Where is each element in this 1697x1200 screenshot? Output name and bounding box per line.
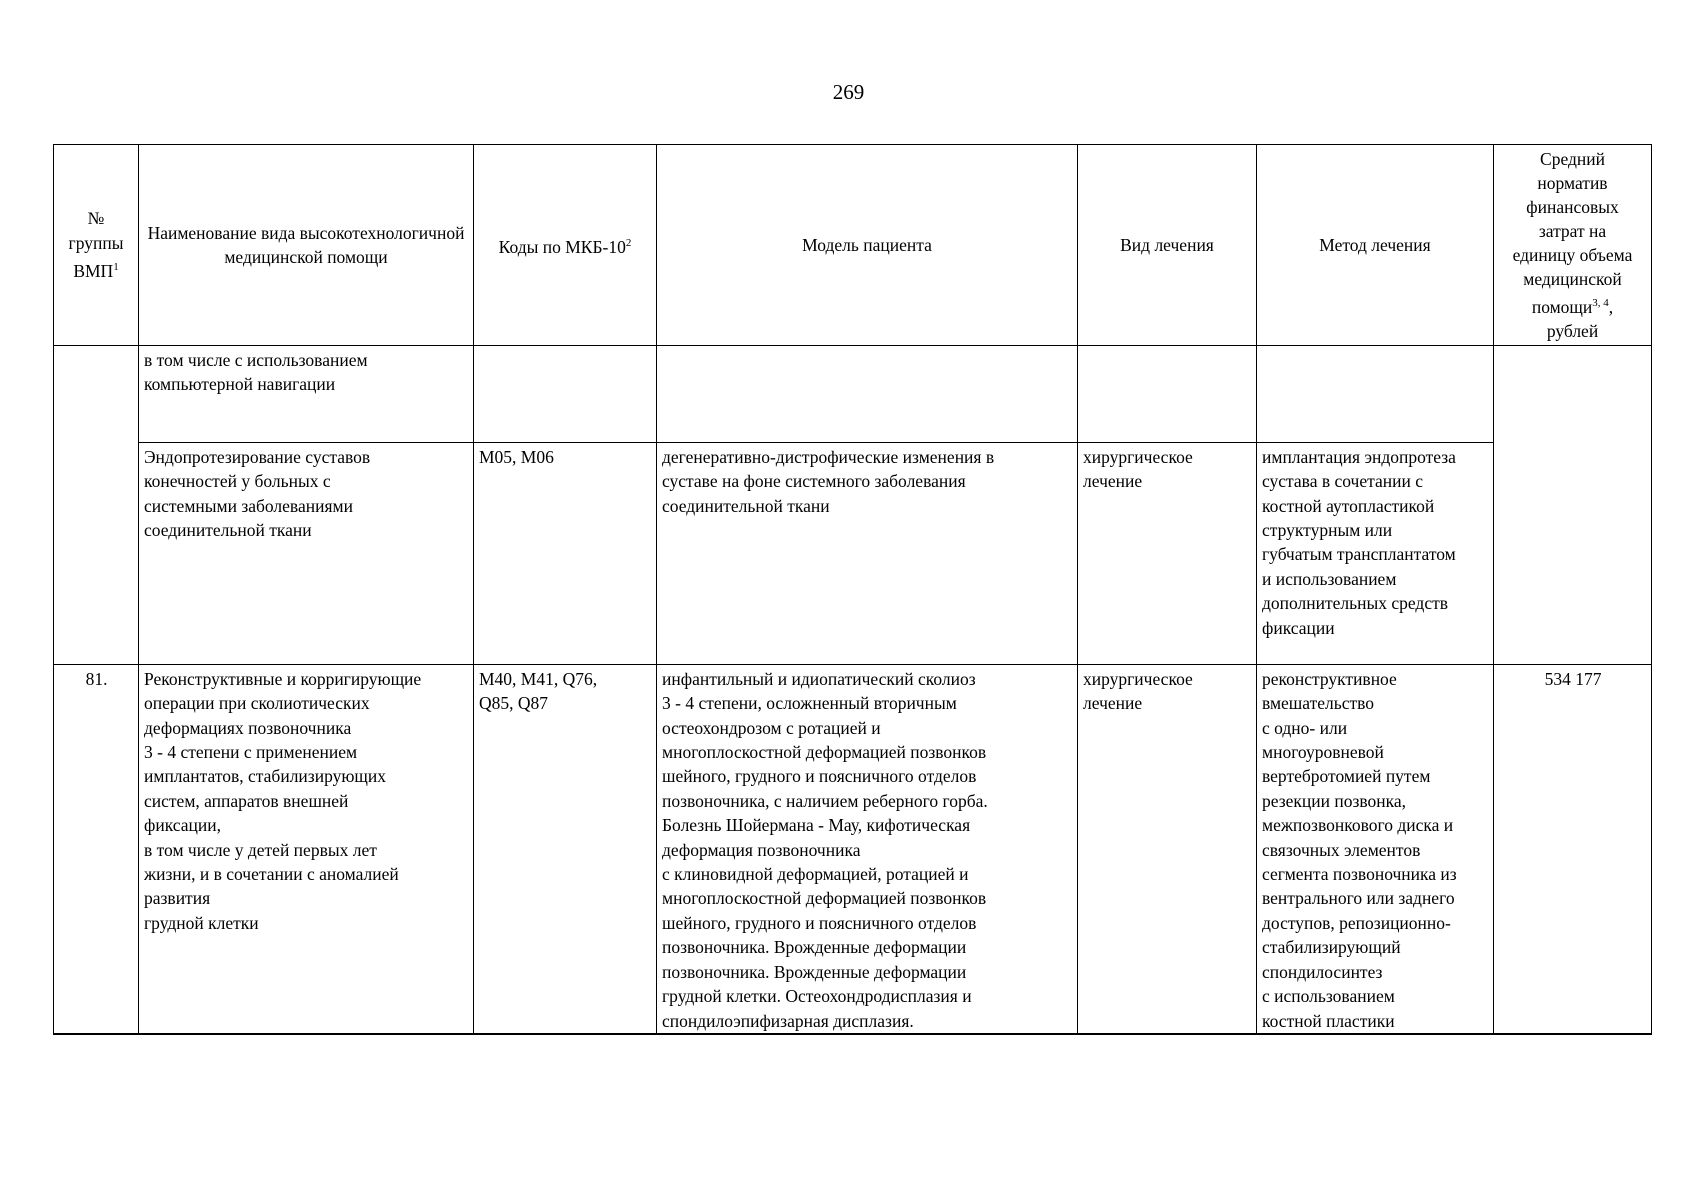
vmp-table <box>53 144 1652 1035</box>
cell-model: дегенеративно-дистрофические изменения в суставе на фоне системного заболевания соединительной ткани <box>657 442 1078 664</box>
cell-cost <box>1494 345 1652 664</box>
table-header-row <box>54 145 1652 346</box>
footnote-ref-3-4: 3, 4 <box>1592 297 1609 309</box>
header-model: Модель пациента <box>657 145 1078 346</box>
table-row <box>54 345 1652 442</box>
header-method: Метод лечения <box>1257 145 1494 346</box>
cell-method: имплантация эндопротеза сустава в сочетании с костной аутопластикой структурным или губчатым трансплантатом и использованием дополнительных средств фиксации <box>1257 442 1494 664</box>
cell-name: Реконструктивные и корригирующие операции при сколиотических деформациях позвоночника 3 - 4 степени с применением имплантатов, стабилизирующих систем, аппаратов внешней фиксации, в том числе у детей первых лет жизни, и в сочетании с аномалией развития грудной клетки <box>139 664 474 1034</box>
cell-model <box>657 345 1078 442</box>
cell-group-no: 81. <box>54 664 139 1034</box>
cell-codes: M05, M06 <box>474 442 657 664</box>
header-codes: Коды по МКБ-$10^2$ <box>474 145 657 346</box>
footnote-ref-2: 2 <box>625 236 632 249</box>
header-treatment-type: Вид лечения <box>1078 145 1257 346</box>
cell-method <box>1257 345 1494 442</box>
table-row <box>54 664 1652 1034</box>
footnote-ref-1: 1 <box>113 261 119 274</box>
cell-model: инфантильный и идиопатический сколиоз 3 - 4 степени, осложненный вторичным остеохондрозом с ротацией и многоплоскостной деформацией позвонков шейного, грудного и поясничного отделов позвоночника, с наличием реберного горба. Болезнь Шойермана - Мау, кифотическая деформация позвоночника с клиновидной деформацией, ротацией и многоплоскостной деформацией позвонков шейного, грудного и поясничного отделов позвоночника. Врожденные деформации позвоночника. Врожденные деформации грудной клетки. Остеохондродисплазия и спондилоэпифизарная дисплазия. <box>657 664 1078 1034</box>
cell-name: в том числе с использованием компьютерной навигации <box>139 345 474 442</box>
cell-method: реконструктивное вмешательство с одно- или многоуровневой вертебротомией путем резекции позвонка, межпозвонкового диска и связочных элементов сегмента позвоночника из вентрального или заднего доступов, репозиционно- стабилизирующий спондилосинтез с использованием костной пластики <box>1257 664 1494 1034</box>
header-cost: Средний норматив финансовых затрат на единицу объема медицинской помощи$^{3, 4}$, рублей <box>1494 145 1652 346</box>
page-number: 269 <box>832 80 865 104</box>
cell-treatment-type <box>1078 345 1257 442</box>
header-name: Наименование вида высокотехнологичной медицинской помощи <box>139 145 474 346</box>
cell-name: Эндопротезирование суставов конечностей у больных с системными заболеваниями соединительной ткани <box>139 442 474 664</box>
table-row <box>54 442 1652 664</box>
cell-treatment-type: хирургическое лечение <box>1078 442 1257 664</box>
cell-group-no <box>54 345 139 664</box>
header-group-no: № группы ВМП$^1$ <box>54 145 139 346</box>
cell-codes <box>474 345 657 442</box>
cell-codes: M40, M41, Q76, Q85, Q87 <box>474 664 657 1034</box>
cell-cost: 534 177 <box>1494 664 1652 1034</box>
cell-treatment-type: хирургическое лечение <box>1078 664 1257 1034</box>
